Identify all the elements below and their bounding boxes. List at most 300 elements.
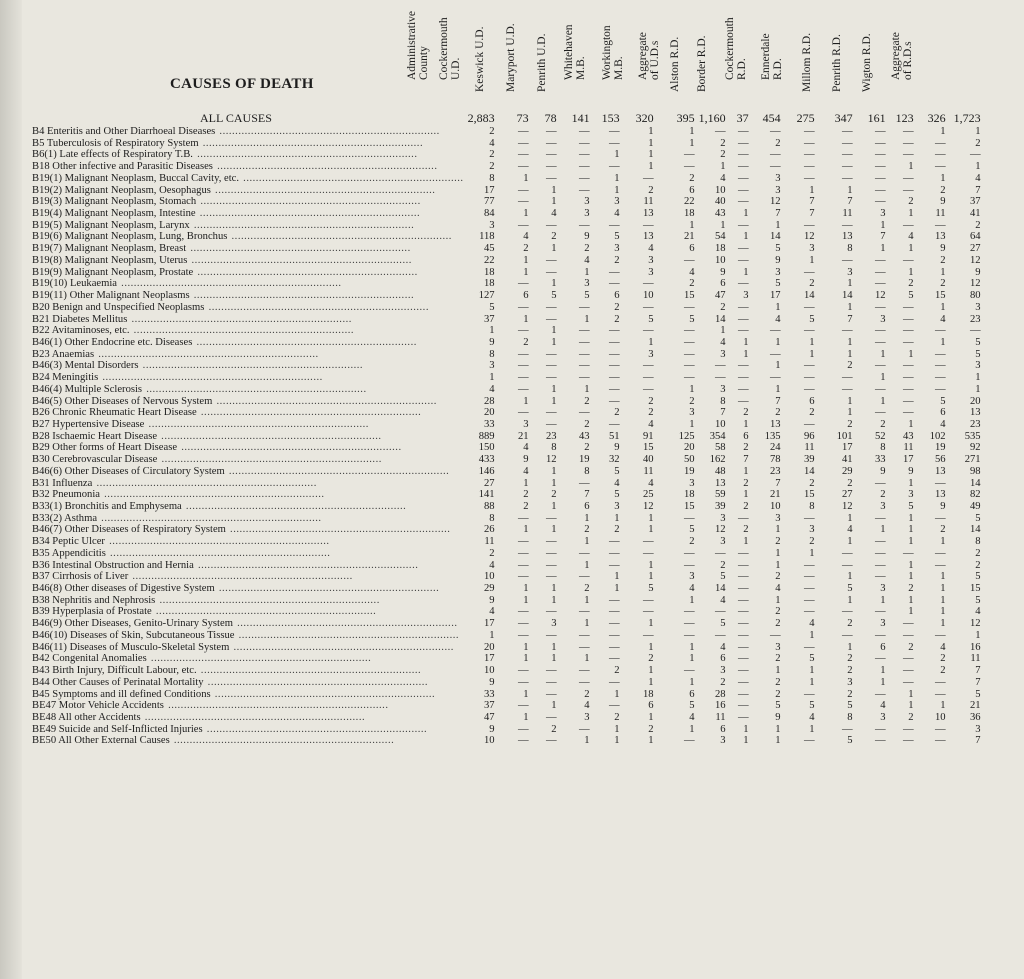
table-cell: — [769,348,781,360]
table-cell: 1 [743,723,749,735]
table-cell: — [608,161,620,173]
table-cell: 1 [908,536,914,548]
table-cell: 1 [975,161,981,173]
table-cell: 3 [720,735,726,747]
table-cell: — [578,477,590,489]
table-cell: 1 [523,395,529,407]
table-cell: 27 [483,477,495,489]
table-cell: 1 [523,254,529,266]
table-row [32,478,981,490]
table-cell: 4 [975,172,981,184]
table-cell: — [517,126,529,137]
table-cell: 21 [769,489,781,501]
table-cell: — [578,301,590,313]
table-cell: 10 [769,501,781,512]
table-cell: — [737,149,749,161]
table-cell: 1 [614,512,620,524]
leader-dots: ...................................................................... [233,618,458,630]
table-cell: 2 [809,278,815,290]
table-cell: — [841,629,853,641]
table-cell: 2 [584,418,590,430]
table-cell: 18 [483,266,495,278]
table-cell: — [769,372,781,384]
table-cell: 10 [714,418,726,430]
column-header-label: Aggregate of U.D.s [636,32,661,80]
table-cell: — [803,606,815,618]
table-cell: — [803,137,815,149]
table-cell: 1 [847,594,853,606]
table-cell: — [902,137,914,149]
table-cell: 1 [648,618,654,630]
table-cell: 1 [551,184,557,196]
table-row [32,267,981,279]
table-cell: — [683,559,695,571]
table-cell: 2 [614,711,620,723]
table-cell: — [874,571,886,583]
table-cell: — [874,547,886,559]
cause-label: B45 Symptoms and ill defined Conditions ...................................................................... [32,688,436,700]
table-cell: 1 [775,723,781,735]
table-cell: 1 [551,477,557,489]
table-cell: 2 [975,137,981,149]
table-cell: 1 [743,208,749,220]
table-cell: 4 [523,231,529,243]
table-cell: 1 [689,723,695,735]
table-cell: 12 [769,196,781,208]
table-cell: 43 [902,430,914,442]
table-cell: — [608,126,620,137]
table-cell: 2 [775,676,781,688]
table-cell: — [578,606,590,618]
table-cell: 1 [940,594,946,606]
table-cell: — [608,700,620,712]
table-cell: — [737,547,749,559]
column-header-label: Millom R.D. [800,32,813,92]
table-cell: — [737,243,749,255]
table-cell: — [578,629,590,641]
table-cell: — [642,360,654,372]
table-cell: 18 [642,688,654,700]
table-cell: 13 [642,231,654,243]
table-cell: — [803,325,815,337]
table-cell: 11 [715,711,726,723]
table-cell: 1 [584,618,590,630]
table-cell: — [902,676,914,688]
table-cell: 8 [975,536,981,548]
cause-label: B19(4) Malignant Neoplasm, Intestine ...................................................................... [32,208,421,220]
table-cell: 1 [689,641,695,653]
table-cell: 2 [809,407,815,419]
table-cell: 5 [614,465,620,477]
table-cell: 5 [720,571,726,583]
table-cell: — [737,360,749,372]
table-cell: — [545,372,557,384]
table-cell: 2 [720,301,726,313]
table-cell: — [517,372,529,384]
table-cell: — [608,606,620,618]
table-cell: — [642,372,654,384]
table-cell: 4 [523,442,529,454]
table-cell: 39 [803,454,815,466]
table-cell: 1 [648,735,654,747]
cause-label: BE50 All Other External Causes ...................................................................... [32,735,395,747]
table-cell: 1 [743,231,749,243]
table-cell: 1 [720,161,726,173]
table-cell: — [714,372,726,384]
table-cell: 17 [769,290,781,302]
table-row [32,700,981,712]
table-cell: — [578,336,590,348]
table-cell: 1 [908,243,914,255]
table-cell: 18 [683,208,695,220]
table-row [32,126,981,138]
table-cell: 3 [720,665,726,677]
table-row [32,642,981,654]
table-cell: 1 [614,172,620,184]
table-row [32,618,981,630]
table-cell: 2,883 [467,111,495,125]
table-cell: — [803,418,815,430]
table-cell: 1 [743,735,749,747]
table-cell: 1 [908,700,914,712]
table-cell: 6 [614,290,620,302]
table-cell: 395 [676,111,695,125]
table-cell: 1 [689,219,695,231]
cause-label: B46(4) Multiple Sclerosis ...................................................................... [32,383,367,395]
table-row [32,560,981,572]
leader-dots: ...................................................................... [100,489,325,501]
table-cell: 7 [775,208,781,220]
table-cell: 3 [975,301,981,313]
table-cell: 3 [880,208,886,220]
table-cell: 16 [714,700,726,712]
table-cell: — [545,606,557,618]
table-cell: 2 [489,149,495,161]
table-cell: 11 [935,208,946,220]
table-cell: — [517,184,529,196]
table-cell: — [608,641,620,653]
table-cell: 48 [714,465,726,477]
table-cell: 39 [714,501,726,512]
table-cell: 2 [720,137,726,149]
table-cell: 4 [689,583,695,595]
table-cell: — [545,348,557,360]
table-cell: 4 [551,208,557,220]
table-cell: 7 [975,184,981,196]
table-cell: — [642,536,654,548]
table-cell: — [902,547,914,559]
leader-dots: ...................................................................... [193,336,417,348]
table-cell: 8 [847,711,853,723]
table-row [32,583,981,595]
cause-label: B46(3) Mental Disorders ...................................................................... [32,360,364,372]
column-header-label: Workington M.B. [600,25,625,80]
table-cell: — [545,313,557,325]
table-cell: — [902,618,914,630]
table-cell: 1 [975,372,981,384]
table-cell: — [608,536,620,548]
table-cell: 2 [940,184,946,196]
table-cell: 96 [803,430,815,442]
table-cell: 21 [969,700,981,712]
leader-dots: ...................................................................... [240,172,464,184]
table-cell: 1 [648,126,654,137]
table-cell: 9 [614,442,620,454]
table-cell: 64 [969,231,981,243]
table-cell: 6 [940,407,946,419]
table-cell: 9 [523,454,529,466]
cause-label: B27 Hypertensive Disease ...................................................................... [32,418,369,430]
table-cell: — [803,301,815,313]
table-cell: 5 [489,301,495,313]
table-cell: 1 [880,219,886,231]
table-cell: 2 [584,442,590,454]
leader-dots: ...................................................................... [225,465,450,477]
table-cell: 2 [551,723,557,735]
table-cell: 2 [775,618,781,630]
table-cell: 15 [969,583,981,595]
table-cell: 1 [614,735,620,747]
table-cell: 2 [614,407,620,419]
table-row [32,161,981,173]
table-row [32,325,981,337]
table-cell: — [841,149,853,161]
table-cell: — [578,219,590,231]
leader-dots: ...................................................................... [130,325,355,337]
column-header-label: Penrith R.D. [831,34,843,92]
table-cell: 21 [683,231,695,243]
table-cell: 78 [544,111,557,125]
table-cell: 5 [775,243,781,255]
table-cell: 4 [614,477,620,489]
leader-dots: ...................................................................... [128,313,352,325]
table-cell: — [737,606,749,618]
table-cell: 1 [775,219,781,231]
table-cell: 1 [584,313,590,325]
table-cell: 3 [809,243,815,255]
table-cell: 33 [874,454,886,466]
table-cell: 1 [908,688,914,700]
table-cell: 54 [714,231,726,243]
table-cell: — [874,383,886,395]
leader-dots: ...................................................................... [139,360,364,372]
table-cell: 77 [483,196,495,208]
table-cell: 91 [642,430,654,442]
leader-dots: ...................................................................... [158,430,382,442]
table-cell: 98 [969,465,981,477]
table-cell: — [874,301,886,313]
table-row [32,302,981,314]
table-cell: — [841,172,853,184]
leader-dots: ...................................................................... [205,301,429,313]
table-cell: 1 [940,536,946,548]
table-cell: 9 [489,676,495,688]
table-cell: — [545,360,557,372]
table-cell: 12 [714,524,726,536]
cause-label: B19(3) Malignant Neoplasm, Stomach ...................................................................... [32,196,421,208]
table-cell: 26 [483,524,495,536]
table-cell: 1,160 [698,111,726,125]
table-row [32,208,981,220]
table-cell: 1 [940,301,946,313]
table-cell: 1 [940,336,946,348]
table-row [32,513,981,525]
table-cell: 9 [720,266,726,278]
table-cell: 17 [483,618,495,630]
table-cell: 1 [908,266,914,278]
table-cell: 37 [736,111,749,125]
table-cell: 1 [975,629,981,641]
table-cell: 73 [516,111,529,125]
table-cell: 1 [880,676,886,688]
table-cell: 13 [934,231,946,243]
table-cell: 2 [847,360,853,372]
table-cell: — [803,583,815,595]
table-cell: — [608,137,620,149]
table-cell: 5 [775,278,781,290]
table-cell: 3 [720,348,726,360]
table-cell: — [578,161,590,173]
table-cell: 1 [975,383,981,395]
table-cell: — [642,629,654,641]
table-cell: 6 [720,278,726,290]
table-cell: 9 [775,254,781,266]
table-cell: 50 [683,454,695,466]
table-cell: — [902,184,914,196]
table-cell: 1 [648,336,654,348]
table-cell: — [578,547,590,559]
table-cell: 7 [847,196,853,208]
table-cell: 2 [648,723,654,735]
table-cell: — [578,137,590,149]
table-cell: 1 [584,594,590,606]
table-cell: 2 [551,231,557,243]
table-cell: 1 [908,524,914,536]
table-cell: 1 [880,594,886,606]
table-cell: 3 [880,711,886,723]
table-cell: — [545,512,557,524]
table-cell: 4 [614,208,620,220]
table-cell: 11 [804,442,815,454]
table-cell: 1 [847,336,853,348]
table-cell: — [934,688,946,700]
table-cell: — [874,184,886,196]
table-cell: 5 [847,583,853,595]
table-cell: 2 [940,665,946,677]
table-row [32,255,981,267]
table-cell: 1 [775,301,781,313]
table-cell: 16 [969,641,981,653]
cause-label: B46(10) Diseases of Skin, Subcutaneous Tissue ...................................................................... [32,629,460,641]
table-cell: 45 [483,243,495,255]
table-cell: 3 [880,501,886,512]
table-cell: — [902,172,914,184]
table-cell: 12 [969,278,981,290]
table-cell: 8 [720,395,726,407]
table-cell: 161 [867,111,886,125]
table-cell: — [737,571,749,583]
table-row [32,606,981,618]
table-cell: — [737,653,749,665]
table-cell: 19 [578,454,590,466]
leader-dots: ...................................................................... [106,547,331,559]
table-cell: 11 [643,465,654,477]
table-cell: 4 [689,266,695,278]
table-cell: 32 [608,454,620,466]
table-cell: — [737,172,749,184]
table-cell: 2 [614,301,620,313]
table-cell: 2 [908,641,914,653]
table-cell: 41 [969,208,981,220]
leader-dots: ...................................................................... [93,477,317,489]
table-row [32,290,981,302]
table-row [32,278,981,290]
cause-label: B19(9) Malignant Neoplasm, Prostate ...................................................................... [32,266,418,278]
cause-label: B19(11) Other Malignant Neoplasms ...................................................................... [32,290,415,302]
table-row [32,349,981,361]
table-cell: 3 [720,512,726,524]
table-cell: — [517,629,529,641]
table-cell: 2 [880,489,886,501]
table-cell: 3 [648,348,654,360]
table-row [32,396,981,408]
leader-dots: ...................................................................... [145,418,369,430]
table-cell: — [578,149,590,161]
table-cell: — [874,336,886,348]
table-cell: 3 [775,641,781,653]
table-cell: — [769,126,781,137]
table-cell: — [683,301,695,313]
table-cell: 12 [642,501,654,512]
table-cell: 1 [584,512,590,524]
table-cell: — [683,161,695,173]
table-cell: 5 [614,231,620,243]
table-cell: 2 [743,407,749,419]
table-cell: 11 [643,196,654,208]
leader-dots: ...................................................................... [98,512,322,524]
table-cell: 29 [841,465,853,477]
table-cell: — [874,254,886,266]
table-cell: 1 [551,641,557,653]
table-cell: — [803,372,815,384]
table-cell: — [934,559,946,571]
table-cell: 12 [803,231,815,243]
table-cell: 1 [743,266,749,278]
table-cell: 3 [775,512,781,524]
column-header-label: Whitehaven M.B. [563,24,587,80]
cause-label: B33(2) Asthma ...................................................................... [32,512,322,524]
table-cell: — [683,606,695,618]
table-cell: 1 [940,583,946,595]
table-cell: — [683,360,695,372]
table-row [32,466,981,478]
table-cell: — [934,512,946,524]
table-cell: — [874,606,886,618]
table-cell: 4 [489,137,495,149]
table-cell: 92 [969,442,981,454]
table-cell: 1 [809,254,815,266]
table-cell: 5 [975,571,981,583]
table-cell: — [608,618,620,630]
table-row [32,360,981,372]
table-cell: 7 [975,665,981,677]
table-cell: — [545,676,557,688]
table-cell: 1 [551,583,557,595]
table-cell: 1 [908,477,914,489]
table-cell: 3 [614,243,620,255]
cause-label: B19(2) Malignant Neoplasm, Oesophagus ...................................................................... [32,184,436,196]
table-cell: — [874,126,886,137]
